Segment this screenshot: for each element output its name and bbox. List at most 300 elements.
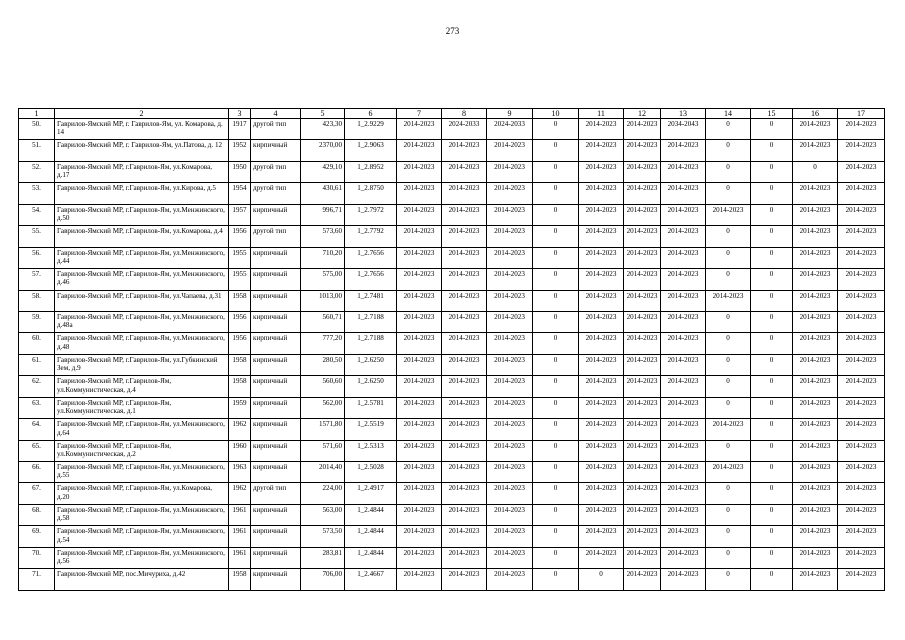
column-header-7: 7 <box>397 109 442 119</box>
table-row <box>19 526 885 547</box>
cell-row-number: 60. <box>19 333 55 354</box>
cell-period-10: 0 <box>533 140 579 161</box>
cell-period-13: 2014-2023 <box>661 397 706 418</box>
column-header-1: 1 <box>19 109 55 119</box>
cell-year-built: 1954 <box>229 183 251 204</box>
cell-period-16: 2014-2023 <box>793 247 838 268</box>
cell-period-11: 2014-2023 <box>579 462 624 483</box>
cell-period-11: 2014-2023 <box>579 204 624 225</box>
cell-period-13: 2014-2023 <box>661 204 706 225</box>
table-row <box>19 462 885 483</box>
column-header-2: 2 <box>55 109 229 119</box>
cell-period-9: 2014-2023 <box>487 183 533 204</box>
column-header-16: 16 <box>793 109 838 119</box>
cell-area: 280,50 <box>301 354 345 375</box>
cell-area: 706,00 <box>301 569 345 590</box>
cell-period-15: 0 <box>751 161 793 182</box>
cell-area: 573,50 <box>301 526 345 547</box>
cell-area: 430,61 <box>301 183 345 204</box>
column-header-12: 12 <box>624 109 661 119</box>
cell-wall-material: другой тип <box>251 183 301 204</box>
cell-period-13: 2014-2023 <box>661 226 706 247</box>
cell-wall-material: кирпичный <box>251 269 301 290</box>
column-header-8: 8 <box>442 109 487 119</box>
cell-row-number: 53. <box>19 183 55 204</box>
cell-row-number: 55. <box>19 226 55 247</box>
cell-period-9: 2014-2023 <box>487 140 533 161</box>
cell-wall-material: кирпичный <box>251 333 301 354</box>
cell-period-13: 2014-2023 <box>661 269 706 290</box>
header-row <box>19 109 885 119</box>
cell-period-8: 2014-2023 <box>442 376 487 397</box>
cell-period-14: 2014-2023 <box>706 419 751 440</box>
cell-period-15: 0 <box>751 504 793 525</box>
cell-year-built: 1950 <box>229 161 251 182</box>
cell-period-10: 0 <box>533 504 579 525</box>
cell-area: 562,00 <box>301 397 345 418</box>
cell-address: Гаврилов-Ямский МР, г.Гаврилов-Ям, ул.Комарова, д.20 <box>55 483 229 504</box>
cell-period-14: 0 <box>706 547 751 568</box>
cell-code: 1_2.7656 <box>345 269 397 290</box>
cell-period-14: 0 <box>706 526 751 547</box>
cell-period-13: 2014-2023 <box>661 183 706 204</box>
cell-period-11: 2014-2023 <box>579 526 624 547</box>
table-row <box>19 290 885 311</box>
cell-period-16: 2014-2023 <box>793 204 838 225</box>
cell-period-14: 2014-2023 <box>706 290 751 311</box>
cell-period-14: 0 <box>706 504 751 525</box>
cell-code: 1_2.5781 <box>345 397 397 418</box>
cell-address: Гаврилов-Ямский МР, г.Гаврилов-Ям, ул.Менжинского, д.48а <box>55 311 229 332</box>
cell-period-9: 2014-2023 <box>487 226 533 247</box>
cell-period-10: 0 <box>533 354 579 375</box>
cell-year-built: 1957 <box>229 204 251 225</box>
cell-area: 283,81 <box>301 547 345 568</box>
cell-period-11: 2014-2023 <box>579 311 624 332</box>
cell-address: Гаврилов-Ямский МР, г.Гаврилов-Ям, ул.Коммунистическая, д.1 <box>55 397 229 418</box>
cell-code: 1_2.9229 <box>345 119 397 140</box>
cell-period-17: 2014-2023 <box>838 376 885 397</box>
cell-period-16: 2014-2023 <box>793 569 838 590</box>
cell-period-12: 2014-2023 <box>624 269 661 290</box>
cell-address: Гаврилов-Ямский МР, г.Гаврилов-Ям, ул.Чапаева, д.31 <box>55 290 229 311</box>
cell-period-15: 0 <box>751 269 793 290</box>
cell-period-16: 2014-2023 <box>793 504 838 525</box>
cell-period-17: 2014-2023 <box>838 569 885 590</box>
table-row <box>19 269 885 290</box>
cell-year-built: 1955 <box>229 247 251 268</box>
cell-address: Гаврилов-Ямский МР, г. Гаврилов-Ям, ул.Патова, д. 12 <box>55 140 229 161</box>
cell-period-10: 0 <box>533 226 579 247</box>
cell-period-9: 2014-2023 <box>487 569 533 590</box>
cell-period-7: 2014-2023 <box>397 183 442 204</box>
cell-period-13: 2014-2023 <box>661 333 706 354</box>
column-header-13: 13 <box>661 109 706 119</box>
cell-address: Гаврилов-Ямский МР, пос.Мичуриха, д.42 <box>55 569 229 590</box>
cell-period-16: 2014-2023 <box>793 526 838 547</box>
cell-period-10: 0 <box>533 569 579 590</box>
cell-wall-material: кирпичный <box>251 419 301 440</box>
cell-address: Гаврилов-Ямский МР, г.Гаврилов-Ям, ул.Менжинского, д.48 <box>55 333 229 354</box>
cell-code: 1_2.4844 <box>345 504 397 525</box>
cell-row-number: 63. <box>19 397 55 418</box>
cell-year-built: 1961 <box>229 526 251 547</box>
cell-period-12: 2014-2023 <box>624 333 661 354</box>
cell-code: 1_2.8750 <box>345 183 397 204</box>
cell-period-12: 2014-2023 <box>624 140 661 161</box>
cell-period-17: 2014-2023 <box>838 526 885 547</box>
cell-year-built: 1958 <box>229 376 251 397</box>
cell-period-13: 2014-2023 <box>661 354 706 375</box>
cell-year-built: 1959 <box>229 397 251 418</box>
cell-row-number: 50. <box>19 119 55 140</box>
cell-period-10: 0 <box>533 397 579 418</box>
cell-period-11: 2014-2023 <box>579 333 624 354</box>
cell-year-built: 1955 <box>229 269 251 290</box>
cell-area: 224,00 <box>301 483 345 504</box>
cell-period-7: 2014-2023 <box>397 119 442 140</box>
cell-period-10: 0 <box>533 483 579 504</box>
cell-period-14: 0 <box>706 376 751 397</box>
cell-address: Гаврилов-Ямский МР, г.Гаврилов-Ям, ул.Менжинского, д.50 <box>55 204 229 225</box>
cell-row-number: 57. <box>19 269 55 290</box>
cell-period-12: 2014-2023 <box>624 183 661 204</box>
cell-period-11: 2014-2023 <box>579 440 624 461</box>
cell-period-12: 2014-2023 <box>624 290 661 311</box>
cell-period-13: 2014-2023 <box>661 547 706 568</box>
cell-code: 1_2.7656 <box>345 247 397 268</box>
cell-wall-material: кирпичный <box>251 526 301 547</box>
cell-area: 710,20 <box>301 247 345 268</box>
cell-period-15: 0 <box>751 226 793 247</box>
cell-code: 1_2.9063 <box>345 140 397 161</box>
cell-row-number: 66. <box>19 462 55 483</box>
cell-period-9: 2014-2023 <box>487 333 533 354</box>
cell-period-15: 0 <box>751 397 793 418</box>
cell-period-14: 0 <box>706 311 751 332</box>
cell-period-11: 0 <box>579 569 624 590</box>
table-row <box>19 483 885 504</box>
cell-period-7: 2014-2023 <box>397 311 442 332</box>
cell-area: 1571,80 <box>301 419 345 440</box>
cell-period-8: 2014-2023 <box>442 354 487 375</box>
cell-period-13: 2014-2023 <box>661 419 706 440</box>
cell-period-15: 0 <box>751 290 793 311</box>
cell-code: 1_2.7792 <box>345 226 397 247</box>
cell-period-13: 2014-2023 <box>661 440 706 461</box>
cell-period-10: 0 <box>533 333 579 354</box>
cell-period-17: 2014-2023 <box>838 226 885 247</box>
cell-period-9: 2014-2023 <box>487 462 533 483</box>
cell-period-13: 2014-2023 <box>661 140 706 161</box>
cell-period-13: 2014-2023 <box>661 376 706 397</box>
cell-period-8: 2014-2023 <box>442 547 487 568</box>
cell-period-12: 2014-2023 <box>624 226 661 247</box>
table-row <box>19 333 885 354</box>
cell-period-9: 2014-2023 <box>487 526 533 547</box>
cell-wall-material: другой тип <box>251 483 301 504</box>
cell-period-16: 2014-2023 <box>793 462 838 483</box>
cell-period-14: 0 <box>706 226 751 247</box>
column-header-14: 14 <box>706 109 751 119</box>
table-row <box>19 204 885 225</box>
cell-area: 2370,00 <box>301 140 345 161</box>
cell-area: 2014,40 <box>301 462 345 483</box>
cell-period-16: 2014-2023 <box>793 226 838 247</box>
cell-period-12: 2014-2023 <box>624 204 661 225</box>
cell-period-9: 2014-2023 <box>487 354 533 375</box>
cell-period-7: 2014-2023 <box>397 483 442 504</box>
cell-year-built: 1962 <box>229 419 251 440</box>
cell-row-number: 71. <box>19 569 55 590</box>
cell-period-13: 2014-2023 <box>661 526 706 547</box>
cell-period-15: 0 <box>751 204 793 225</box>
cell-period-15: 0 <box>751 311 793 332</box>
cell-period-7: 2014-2023 <box>397 204 442 225</box>
cell-code: 1_2.4844 <box>345 526 397 547</box>
table-row <box>19 311 885 332</box>
cell-period-17: 2014-2023 <box>838 547 885 568</box>
cell-period-15: 0 <box>751 247 793 268</box>
cell-period-12: 2014-2023 <box>624 419 661 440</box>
cell-period-10: 0 <box>533 376 579 397</box>
housing-repair-schedule-table <box>18 108 885 591</box>
cell-period-14: 0 <box>706 269 751 290</box>
cell-period-12: 2014-2023 <box>624 504 661 525</box>
cell-period-16: 2014-2023 <box>793 290 838 311</box>
cell-period-17: 2014-2023 <box>838 247 885 268</box>
cell-period-15: 0 <box>751 419 793 440</box>
cell-row-number: 56. <box>19 247 55 268</box>
cell-period-10: 0 <box>533 290 579 311</box>
cell-period-15: 0 <box>751 483 793 504</box>
cell-period-7: 2014-2023 <box>397 354 442 375</box>
cell-period-13: 2014-2023 <box>661 311 706 332</box>
cell-row-number: 54. <box>19 204 55 225</box>
cell-period-17: 2014-2023 <box>838 462 885 483</box>
table-row <box>19 140 885 161</box>
cell-period-15: 0 <box>751 440 793 461</box>
cell-period-12: 2014-2023 <box>624 161 661 182</box>
cell-row-number: 67. <box>19 483 55 504</box>
cell-row-number: 62. <box>19 376 55 397</box>
cell-period-15: 0 <box>751 462 793 483</box>
cell-row-number: 64. <box>19 419 55 440</box>
cell-period-7: 2014-2023 <box>397 526 442 547</box>
cell-period-7: 2014-2023 <box>397 504 442 525</box>
cell-period-12: 2014-2023 <box>624 440 661 461</box>
cell-period-14: 0 <box>706 119 751 140</box>
cell-period-15: 0 <box>751 333 793 354</box>
cell-period-17: 2014-2023 <box>838 504 885 525</box>
cell-period-8: 2014-2023 <box>442 204 487 225</box>
cell-period-17: 2014-2023 <box>838 290 885 311</box>
cell-period-11: 2014-2023 <box>579 226 624 247</box>
cell-period-8: 2014-2023 <box>442 311 487 332</box>
cell-period-15: 0 <box>751 140 793 161</box>
cell-code: 1_2.7188 <box>345 333 397 354</box>
cell-period-11: 2014-2023 <box>579 419 624 440</box>
cell-address: Гаврилов-Ямский МР, г.Гаврилов-Ям, ул.Менжинского, д.58 <box>55 504 229 525</box>
cell-period-17: 2014-2023 <box>838 140 885 161</box>
cell-code: 1_2.5519 <box>345 419 397 440</box>
cell-area: 560,71 <box>301 311 345 332</box>
cell-period-17: 2014-2023 <box>838 354 885 375</box>
cell-period-17: 2014-2023 <box>838 161 885 182</box>
cell-period-7: 2014-2023 <box>397 290 442 311</box>
cell-row-number: 59. <box>19 311 55 332</box>
cell-period-7: 2014-2023 <box>397 269 442 290</box>
cell-period-15: 0 <box>751 183 793 204</box>
cell-period-14: 0 <box>706 183 751 204</box>
cell-period-11: 2014-2023 <box>579 376 624 397</box>
cell-wall-material: кирпичный <box>251 204 301 225</box>
table-row <box>19 504 885 525</box>
cell-wall-material: другой тип <box>251 226 301 247</box>
cell-row-number: 52. <box>19 161 55 182</box>
cell-period-10: 0 <box>533 462 579 483</box>
cell-period-13: 2014-2023 <box>661 247 706 268</box>
cell-period-9: 2014-2023 <box>487 269 533 290</box>
cell-period-12: 2014-2023 <box>624 311 661 332</box>
cell-period-12: 2014-2023 <box>624 569 661 590</box>
table-row <box>19 226 885 247</box>
cell-area: 429,10 <box>301 161 345 182</box>
cell-area: 563,00 <box>301 504 345 525</box>
column-header-3: 3 <box>229 109 251 119</box>
cell-code: 1_2.7481 <box>345 290 397 311</box>
cell-period-9: 2014-2023 <box>487 311 533 332</box>
cell-wall-material: кирпичный <box>251 140 301 161</box>
cell-row-number: 58. <box>19 290 55 311</box>
cell-address: Гаврилов-Ямский МР, г.Гаврилов-Ям, ул.Менжинского, д.54 <box>55 526 229 547</box>
cell-period-16: 2014-2023 <box>793 140 838 161</box>
cell-area: 573,60 <box>301 226 345 247</box>
cell-wall-material: кирпичный <box>251 504 301 525</box>
cell-period-8: 2014-2023 <box>442 440 487 461</box>
cell-period-16: 2014-2023 <box>793 183 838 204</box>
cell-period-17: 2014-2023 <box>838 204 885 225</box>
cell-code: 1_2.4667 <box>345 569 397 590</box>
cell-period-12: 2014-2023 <box>624 247 661 268</box>
cell-period-16: 0 <box>793 161 838 182</box>
cell-year-built: 1956 <box>229 311 251 332</box>
cell-address: Гаврилов-Ямский МР, г.Гаврилов-Ям, ул.Менжинского, д.44 <box>55 247 229 268</box>
table-row <box>19 119 885 140</box>
cell-period-7: 2014-2023 <box>397 397 442 418</box>
column-header-6: 6 <box>345 109 397 119</box>
cell-code: 1_2.7972 <box>345 204 397 225</box>
cell-period-8: 2014-2023 <box>442 397 487 418</box>
cell-period-11: 2014-2023 <box>579 183 624 204</box>
column-header-17: 17 <box>838 109 885 119</box>
cell-period-13: 2014-2023 <box>661 462 706 483</box>
cell-period-9: 2014-2023 <box>487 440 533 461</box>
cell-year-built: 1963 <box>229 462 251 483</box>
cell-period-9: 2024-2033 <box>487 119 533 140</box>
cell-period-8: 2014-2023 <box>442 161 487 182</box>
cell-period-11: 2014-2023 <box>579 547 624 568</box>
cell-period-16: 2014-2023 <box>793 269 838 290</box>
cell-period-11: 2014-2023 <box>579 140 624 161</box>
cell-period-15: 0 <box>751 354 793 375</box>
cell-year-built: 1917 <box>229 119 251 140</box>
table-row <box>19 440 885 461</box>
cell-code: 1_2.4917 <box>345 483 397 504</box>
cell-period-11: 2014-2023 <box>579 504 624 525</box>
cell-period-8: 2014-2023 <box>442 569 487 590</box>
cell-year-built: 1962 <box>229 483 251 504</box>
table-row <box>19 397 885 418</box>
cell-wall-material: кирпичный <box>251 376 301 397</box>
cell-row-number: 68. <box>19 504 55 525</box>
cell-address: Гаврилов-Ямский МР, г.Гаврилов-Ям, ул.Менжинского, д.46 <box>55 269 229 290</box>
column-header-10: 10 <box>533 109 579 119</box>
table-row <box>19 247 885 268</box>
cell-year-built: 1956 <box>229 226 251 247</box>
cell-period-9: 2014-2023 <box>487 547 533 568</box>
cell-period-16: 2014-2023 <box>793 354 838 375</box>
cell-period-14: 0 <box>706 440 751 461</box>
cell-year-built: 1960 <box>229 440 251 461</box>
cell-period-11: 2014-2023 <box>579 483 624 504</box>
cell-wall-material: другой тип <box>251 119 301 140</box>
cell-area: 560,60 <box>301 376 345 397</box>
cell-period-15: 0 <box>751 547 793 568</box>
cell-period-16: 2014-2023 <box>793 119 838 140</box>
cell-address: Гаврилов-Ямский МР, г.Гаврилов-Ям, ул.Губкинский Зем, д.9 <box>55 354 229 375</box>
cell-period-8: 2024-2033 <box>442 119 487 140</box>
cell-period-13: 2014-2023 <box>661 161 706 182</box>
cell-code: 1_2.6250 <box>345 354 397 375</box>
cell-period-7: 2014-2023 <box>397 569 442 590</box>
table-row <box>19 547 885 568</box>
cell-period-8: 2014-2023 <box>442 526 487 547</box>
cell-period-14: 0 <box>706 354 751 375</box>
table-row <box>19 569 885 590</box>
cell-period-16: 2014-2023 <box>793 547 838 568</box>
cell-row-number: 70. <box>19 547 55 568</box>
cell-period-8: 2014-2023 <box>442 483 487 504</box>
cell-period-16: 2014-2023 <box>793 483 838 504</box>
cell-period-12: 2014-2023 <box>624 483 661 504</box>
cell-period-17: 2014-2023 <box>838 333 885 354</box>
cell-period-15: 0 <box>751 569 793 590</box>
cell-address: Гаврилов-Ямский МР, г.Гаврилов-Ям, ул.Комарова, д.4 <box>55 226 229 247</box>
cell-code: 1_2.6250 <box>345 376 397 397</box>
table-row <box>19 419 885 440</box>
cell-address: Гаврилов-Ямский МР, г.Гаврилов-Ям, ул.Менжинского, д.64 <box>55 419 229 440</box>
cell-area: 575,00 <box>301 269 345 290</box>
cell-period-13: 2014-2023 <box>661 290 706 311</box>
cell-row-number: 69. <box>19 526 55 547</box>
cell-period-8: 2014-2023 <box>442 247 487 268</box>
cell-wall-material: кирпичный <box>251 354 301 375</box>
cell-period-11: 2014-2023 <box>579 119 624 140</box>
table-row <box>19 161 885 182</box>
cell-wall-material: другой тип <box>251 161 301 182</box>
cell-period-9: 2014-2023 <box>487 376 533 397</box>
cell-period-16: 2014-2023 <box>793 397 838 418</box>
cell-period-14: 0 <box>706 397 751 418</box>
cell-row-number: 61. <box>19 354 55 375</box>
cell-period-12: 2014-2023 <box>624 376 661 397</box>
cell-period-10: 0 <box>533 204 579 225</box>
cell-period-9: 2014-2023 <box>487 397 533 418</box>
table-row <box>19 183 885 204</box>
cell-period-13: 2014-2023 <box>661 569 706 590</box>
cell-code: 1_2.4844 <box>345 547 397 568</box>
